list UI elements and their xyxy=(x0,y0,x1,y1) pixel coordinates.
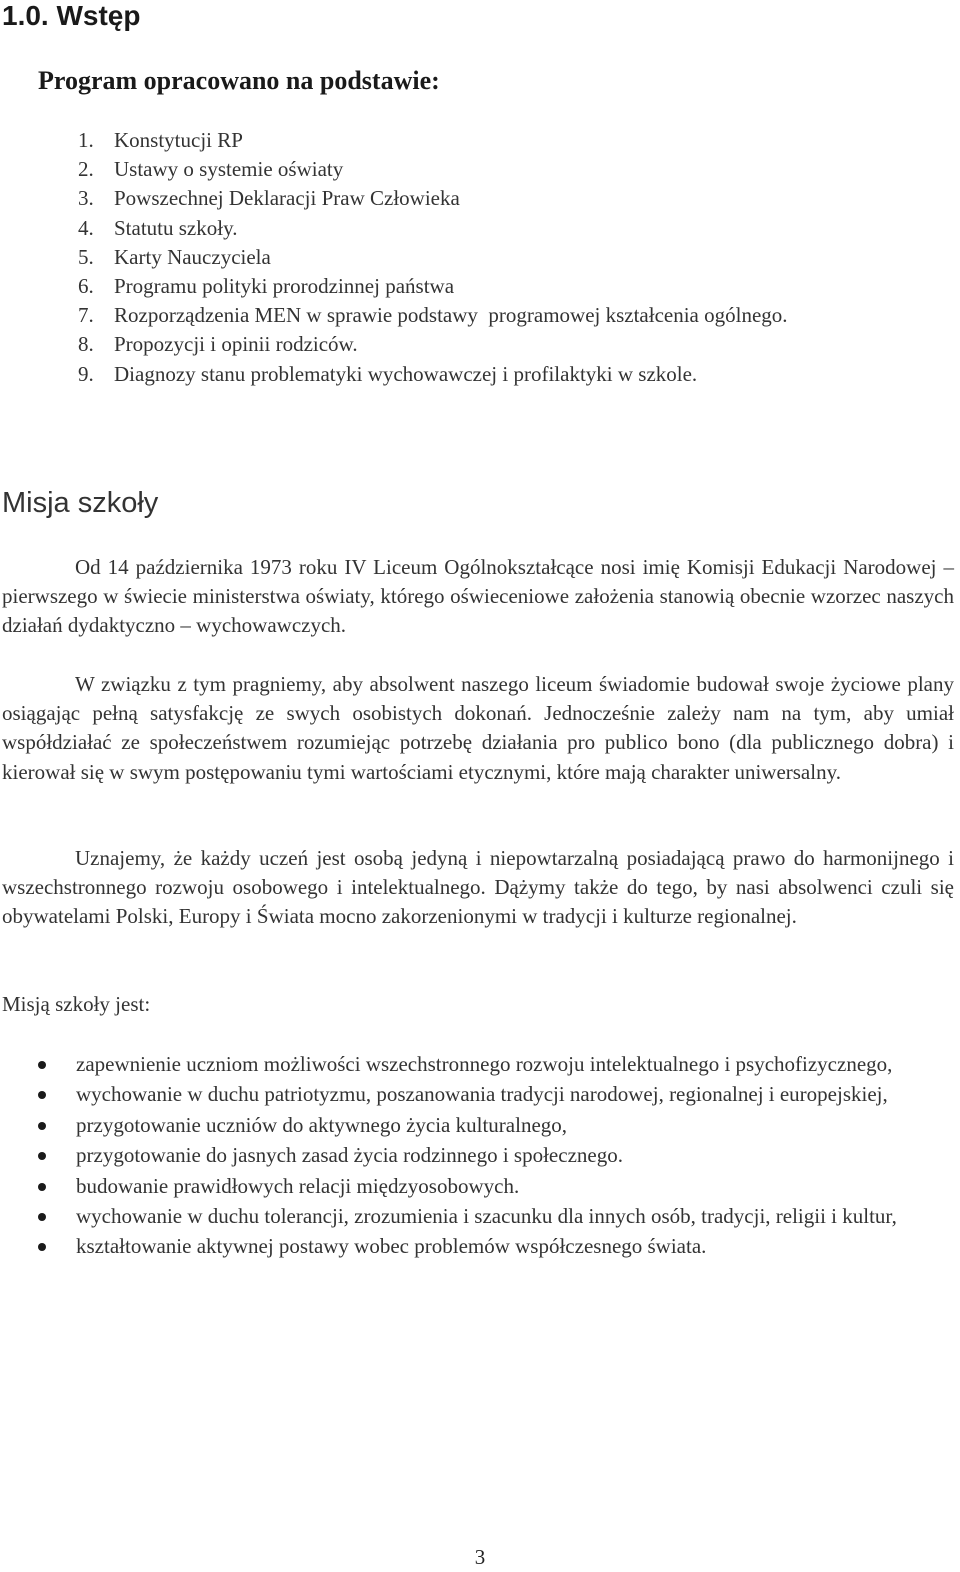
mission-item-text: zapewnienie uczniom możliwości wszechstronnego rozwoju intelektualnego i psychofizycznego, xyxy=(76,1052,893,1076)
mission-list-item xyxy=(2,1232,954,1261)
basis-item-number: 4. xyxy=(78,215,94,240)
basis-item-text: Programu polityki prorodzinnej państwa xyxy=(114,274,455,299)
mission-list-item xyxy=(2,1050,954,1079)
mission-item-text: wychowanie w duchu tolerancji, zrozumienia i szacunku dla innych osób, tradycji, religii i kultur, xyxy=(76,1203,897,1228)
basis-item-number: 6. xyxy=(78,274,94,299)
basis-item xyxy=(78,126,788,155)
basis-item xyxy=(78,272,788,301)
basis-item-number: 5. xyxy=(78,244,94,269)
basis-item xyxy=(78,301,788,330)
basis-item-text: Ustawy o systemie oświaty xyxy=(114,157,344,182)
mission-is-label: Misją szkoły jest: xyxy=(2,992,151,1016)
bullet-icon xyxy=(38,1122,46,1130)
mission-paragraph: Od 14 października 1973 roku IV Liceum Ogólnokształcące nosi imię Komisji Edukacji Narodowej – pierwszego w świecie ministerstwa oświaty, którego oświeceniowe założenia stanowią obecnie wzorzec naszych działań dydaktyczno – wychowawczych. xyxy=(2,555,954,638)
basis-item xyxy=(78,214,788,243)
bullet-icon xyxy=(38,1213,46,1221)
basis-item-number: 3. xyxy=(78,186,94,211)
mission-list xyxy=(2,1050,954,1263)
section-title: 1.0. Wstęp xyxy=(2,0,141,31)
mission-heading: Misja szkoły xyxy=(2,487,159,519)
page-number: 3 xyxy=(474,1545,486,1569)
mission-paragraph: Uznajemy, że każdy uczeń jest osobą jedyną i niepowtarzalną posiadającą prawo do harmonijnego i wszechstronnego rozwoju osobowego i intelektualnego. Dążymy także do tego, by nasi absolwenci czuli się obywatelami Polski, Europy i Świata mocno zakorzenionymi w tradycji i kulturze regionalnej. xyxy=(2,846,954,929)
basis-item-number: 2. xyxy=(78,157,94,182)
basis-item xyxy=(78,155,788,184)
mission-item-text: przygotowanie do jasnych zasad życia rodzinnego i społecznego. xyxy=(76,1143,623,1168)
mission-item-text: wychowanie w duchu patriotyzmu, poszanowania tradycji narodowej, regionalnej i europejskiej, xyxy=(76,1082,888,1107)
basis-item-text: Konstytucji RP xyxy=(114,128,243,152)
mission-item-text: budowanie prawidłowych relacji międzyosobowych. xyxy=(76,1173,520,1198)
basis-item-text: Propozycji i opinii rodziców. xyxy=(114,332,358,357)
basis-item-number: 8. xyxy=(78,332,94,357)
bullet-icon xyxy=(38,1243,46,1251)
mission-list-item xyxy=(2,1172,954,1201)
basis-item xyxy=(78,330,788,359)
basis-item-number: 7. xyxy=(78,303,94,328)
basis-item-number: 9. xyxy=(78,361,94,386)
mission-list-item xyxy=(2,1202,954,1231)
bullet-icon xyxy=(38,1152,46,1160)
basis-item-text: Rozporządzenia MEN w sprawie podstawy programowej kształcenia ogólnego. xyxy=(114,303,788,328)
mission-item-text: przygotowanie uczniów do aktywnego życia kulturalnego, xyxy=(76,1112,568,1137)
bullet-icon xyxy=(38,1061,46,1069)
basis-list xyxy=(78,126,788,389)
bullet-icon xyxy=(38,1183,46,1191)
basis-item xyxy=(78,360,788,389)
basis-item xyxy=(78,243,788,272)
basis-item-text: Karty Nauczyciela xyxy=(114,244,271,269)
mission-paragraph: W związku z tym pragniemy, aby absolwent naszego liceum świadomie budował swoje życiowe plany osiągając pełną satysfakcję ze swych osobistych dokonań. Jednocześnie zależy nam na tym, aby umiał współdziałać ze społeczeństwem rozumiejąc potrzebę działania pro publico bono (dla publicznego dobra) i kierował się w swym postępowaniu tymi wartościami etycznymi, które mają charakter uniwersalny. xyxy=(2,672,954,784)
basis-item-text: Powszechnej Deklaracji Praw Człowieka xyxy=(114,186,460,211)
basis-item-text: Statutu szkoły. xyxy=(114,215,238,240)
basis-heading: Program opracowano na podstawie: xyxy=(38,66,440,95)
mission-list-item xyxy=(2,1080,954,1109)
basis-item-number: 1. xyxy=(78,128,94,152)
mission-item-text: kształtowanie aktywnej postawy wobec problemów współczesnego świata. xyxy=(76,1234,707,1259)
mission-list-item xyxy=(2,1111,954,1140)
basis-item xyxy=(78,184,788,213)
mission-list-item xyxy=(2,1141,954,1170)
basis-item-text: Diagnozy stanu problematyki wychowawczej i profilaktyki w szkole. xyxy=(114,361,698,386)
bullet-icon xyxy=(38,1091,46,1099)
